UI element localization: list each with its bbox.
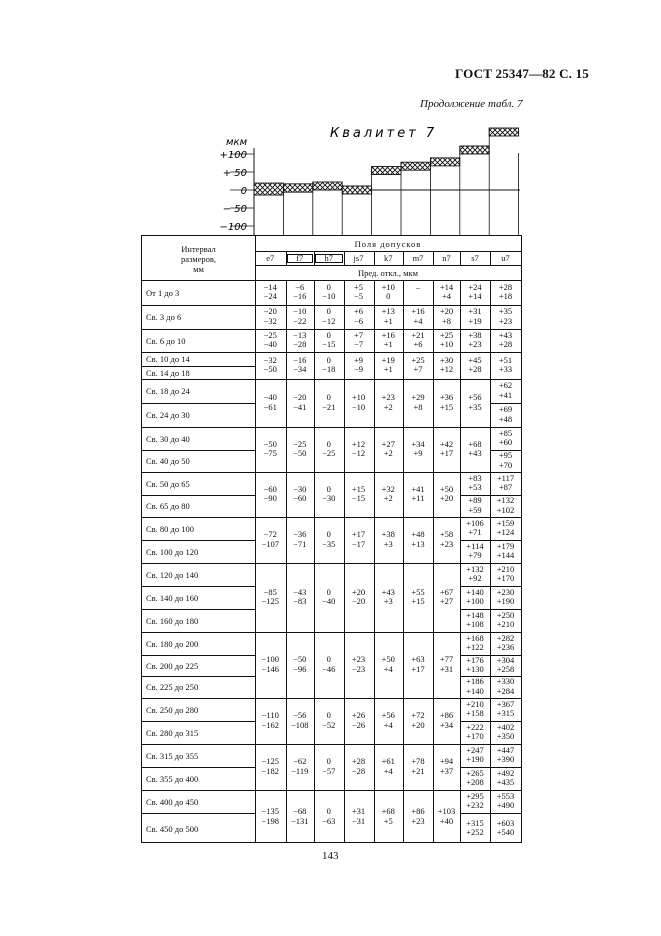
column-header-n7: n7 [442,253,451,263]
table-cell-js7: +9 −9 [353,354,364,374]
table-cell-e7: −110 −162 [261,710,280,730]
interval-label: Св. 3 до 6 [146,312,182,322]
interval-label: Св. 315 до 355 [146,750,199,761]
table-cell-m7: +16 +4 [411,306,425,326]
table-cell-js7: +23 −23 [351,654,366,674]
column-header-u7: u7 [501,253,510,263]
diagram-tick-label: 0 [240,186,247,197]
table-cell-m7: +34 +9 [411,438,425,458]
table-cell-n7: +14 +4 [439,281,454,301]
interval-label: Св. 450 до 500 [146,823,199,834]
interval-label: От 1 до 3 [146,287,180,298]
table-cell-f7: −43 −83 [293,586,307,606]
tolerance-zones-diagram [0,0,661,240]
row-divider [142,305,521,306]
table-cell-e7: −50 −75 [263,438,277,458]
table-cell-m7: +78 +21 [411,756,425,776]
tolerance-table [141,235,522,843]
row-divider [142,352,521,353]
interval-label: Св. 10 до 14 [146,354,190,364]
table-cell-s7: +89 +59 [468,495,482,515]
table-cell-u7: +117 +87 [496,472,515,492]
table-cell-s7: +132 +92 [466,563,484,583]
diagram-tick-label: − 50 [222,204,247,215]
table-cell-e7: −32 −50 [263,354,277,374]
interval-header: мм [193,264,204,274]
table-cell-n7: +58 +23 [439,529,454,549]
table-cell-u7: +282 +236 [496,632,515,652]
column-header-k7: k7 [384,253,393,263]
table-cell-m7: +29 +8 [411,392,425,412]
table-cell-u7: +28 +18 [498,281,513,301]
table-cell-e7: −125 −182 [261,756,280,776]
table-cell-e7: −40 −61 [263,392,277,412]
interval-label: Св. 250 до 280 [146,704,199,715]
tolerance-zone-s7 [460,146,489,154]
sub-row-divider [142,721,255,722]
table-cell-s7: +247 +190 [466,744,484,764]
table-cell-k7: +43 +3 [381,586,395,606]
table-cell-h7: 0 −63 [322,806,336,826]
table-cell-s7: +168 +122 [466,632,484,652]
sub-row-divider [142,586,255,587]
table-cell-js7: +26 −26 [351,710,366,730]
table-cell-k7: +27 +2 [381,438,395,458]
diagram-unit: мкм [226,137,248,148]
table-cell-h7: 0 −15 [322,329,336,349]
fields-header: Поля допусков [354,239,422,249]
table-cell-f7: −16 −34 [293,354,307,374]
table-cell-e7: −60 −90 [263,483,277,503]
table-cell-s7: +315 +252 [466,817,484,837]
tolerance-zone-n7 [430,158,459,166]
table-cell-s7: +265 +208 [466,767,484,787]
column-header-js7: js7 [353,253,364,263]
header-divider [255,251,521,252]
table-cell-n7: +103 +40 [437,806,456,826]
table-cell-m7: +63 +17 [411,654,425,674]
tolerance-zone-h7 [313,182,342,190]
table-cell-f7: −13 −28 [293,329,307,349]
table-cell-u7: +447 +390 [496,744,515,764]
table-cell-n7: +94 +37 [439,756,454,776]
interval-label: Св. 50 до 65 [146,478,190,489]
column-header-m7: m7 [412,253,424,263]
interval-header: размеров, [180,254,217,264]
table-cell-e7: −72 −107 [261,529,280,549]
interval-label: Св. 100 до 120 [146,546,199,557]
table-cell-s7: +148 +108 [466,609,484,629]
table-cell-js7: +12 −12 [351,438,366,458]
table-cell-k7: +10 0 [381,281,395,301]
sub-row-divider [142,540,255,541]
table-cell-f7: −20 −41 [293,392,307,412]
diagram-tick-label: −100 [219,222,247,233]
table-cell-u7: +95 +70 [498,450,513,470]
interval-label: Св. 355 до 400 [146,773,199,784]
table-cell-h7: 0 −30 [322,483,336,503]
header-divider [142,280,521,281]
diagram-tick-label: + 50 [222,168,247,179]
sub-row-divider [490,813,522,814]
table-cell-u7: +492 +435 [496,767,515,787]
table-cell-f7: −50 −96 [293,654,307,674]
table-cell-h7: 0 −10 [322,281,336,301]
table-cell-js7: +31 −31 [351,806,366,826]
table-cell-u7: +330 +284 [496,676,515,696]
interval-label: Св. 80 до 100 [146,523,195,534]
table-cell-u7: +85 +60 [498,427,513,447]
table-cell-s7: +295 +232 [466,790,484,810]
table-cell-n7: +42 +17 [439,438,454,458]
table-cell-u7: +210 +170 [496,563,515,583]
sub-row-divider [142,609,255,610]
table-cell-f7: −56 −108 [290,710,309,730]
table-cell-f7: −6 −16 [293,281,307,301]
interval-label: Св. 200 до 225 [146,660,199,671]
diagram-title: Квалитет 7 [330,126,438,141]
interval-label: Св. 120 до 140 [146,569,199,580]
deviations-header: Пред. откл., мкм [357,268,419,278]
interval-label: Св. 225 до 250 [146,682,199,692]
table-cell-s7: +186 +140 [466,676,484,696]
header-divider [255,265,521,266]
interval-label: Св. 30 до 40 [146,433,190,444]
sub-row-divider [142,767,255,768]
table-cell-e7: −25 −40 [263,329,277,349]
table-cell-u7: +230 +190 [496,586,515,606]
table-cell-k7: +32 +2 [381,483,395,503]
sub-row-divider [142,813,255,814]
table-cell-n7: +30 +12 [439,354,454,374]
table-cell-f7: −68 −131 [290,806,309,826]
table-cell-k7: +56 +4 [381,710,395,730]
column-header-h7: h7 [314,253,344,264]
column-header-s7: s7 [471,253,479,263]
table-cell-u7: +603 +540 [496,817,515,837]
tolerance-zone-k7 [372,167,401,175]
table-cell-u7: +35 +23 [498,306,513,326]
table-cell-m7: +25 +7 [411,354,425,374]
table-cell-u7: +250 +210 [496,609,515,629]
table-cell-n7: +86 +34 [439,710,454,730]
interval-label: Св. 40 до 50 [146,456,190,466]
table-cell-h7: 0 −57 [322,756,336,776]
table-cell-js7: +20 −20 [351,586,366,606]
interval-label: Св. 180 до 200 [146,638,199,649]
table-cell-k7: +23 +2 [381,392,395,412]
table-cell-s7: +83 +53 [468,472,482,492]
table-cell-k7: +61 +4 [381,756,395,776]
table-cell-u7: +69 +48 [498,404,513,424]
table-cell-e7: −85 −125 [261,586,280,606]
table-cell-n7: +36 +15 [439,392,454,412]
table-cell-f7: −10 −22 [293,306,307,326]
table-cell-k7: +19 +1 [381,354,395,374]
table-cell-s7: +31 +19 [468,306,482,326]
interval-label: Св. 160 до 180 [146,615,199,626]
table-cell-h7: 0 −52 [322,710,336,730]
table-cell-m7: +48 +13 [411,529,425,549]
table-cell-s7: +56 +35 [468,392,482,412]
table-cell-m7: +86 +23 [411,806,425,826]
table-cell-s7: +176 +130 [466,654,484,674]
tolerance-zone-e7 [254,183,283,195]
table-cell-js7: +7 −7 [353,329,364,349]
table-cell-u7: +179 +144 [496,540,515,560]
table-cell-m7: – [415,281,421,292]
table-cell-k7: +13 +1 [381,306,395,326]
row-divider [142,427,521,428]
table-cell-f7: −30 −60 [293,483,307,503]
page-header: ГОСТ 25347—82 С. 15 [455,66,589,81]
table-cell-f7: −36 −71 [293,529,307,549]
table-cell-s7: +140 +100 [466,586,484,606]
table-cell-k7: +16 +1 [381,329,395,349]
diagram-tick-label: +100 [219,150,247,161]
continuation-caption: Продолжение табл. 7 [420,98,523,110]
table-cell-s7: +24 +14 [468,281,482,301]
table-cell-s7: +68 +43 [468,438,482,458]
table-cell-h7: 0 −40 [322,586,336,606]
table-cell-n7: +20 +8 [439,306,454,326]
table-cell-k7: +38 +3 [381,529,395,549]
sub-row-divider [142,495,255,496]
table-cell-n7: +67 +27 [439,586,454,606]
table-cell-s7: +222 +170 [466,721,484,741]
table-cell-u7: +159 +124 [496,517,515,537]
tolerance-zone-m7 [401,162,430,170]
table-cell-u7: +402 +350 [496,721,515,741]
table-cell-e7: −100 −146 [261,654,280,674]
table-cell-n7: +50 +20 [439,483,454,503]
table-cell-js7: +10 −10 [351,392,366,412]
table-cell-h7: 0 −35 [322,529,336,549]
interval-label: Св. 18 до 24 [146,386,190,396]
table-cell-h7: 0 −12 [322,306,336,326]
table-cell-k7: +50 +4 [381,654,395,674]
table-cell-js7: +6 −6 [353,306,364,326]
table-cell-js7: +28 −28 [351,756,366,776]
table-cell-h7: 0 −25 [322,438,336,458]
table-cell-m7: +21 +6 [411,329,425,349]
table-cell-js7: +17 −17 [351,529,366,549]
column-header-e7: e7 [266,253,275,263]
table-cell-h7: 0 −46 [322,654,336,674]
table-cell-h7: 0 −21 [322,392,336,412]
interval-header: Интервал [181,244,216,254]
table-cell-js7: +5 −5 [353,281,364,301]
table-cell-n7: +77 +31 [439,654,454,674]
table-cell-u7: +304 +258 [496,654,515,674]
table-cell-e7: −20 −32 [263,306,277,326]
table-cell-m7: +72 +20 [411,710,425,730]
interval-label: Св. 24 до 30 [146,410,190,420]
table-cell-s7: +114 +79 [466,540,484,560]
table-cell-h7: 0 −18 [322,354,336,374]
tolerance-zone-f7 [283,184,312,192]
row-divider [142,379,521,380]
table-cell-m7: +55 +15 [411,586,425,606]
table-cell-s7: +45 +28 [468,354,482,374]
sub-row-divider [460,813,490,814]
interval-label: Св. 280 до 315 [146,727,199,738]
interval-label: Св. 140 до 160 [146,592,199,603]
column-header-f7: f7 [286,253,315,264]
table-cell-e7: −135 −198 [261,806,280,826]
table-cell-s7: +106 +71 [466,517,484,537]
table-cell-f7: −25 −50 [293,438,307,458]
page-number: 143 [322,850,339,862]
table-cell-u7: +62 +41 [498,380,513,400]
sub-row-divider [142,655,255,656]
interval-label: Св. 400 до 450 [146,796,199,807]
tolerance-zone-js7 [342,186,371,194]
table-cell-u7: +367 +315 [496,698,515,718]
sub-row-divider [142,676,255,677]
interval-label: Св. 6 до 10 [146,335,186,346]
table-cell-e7: −14 −24 [263,281,277,301]
table-cell-u7: +132 +102 [496,495,515,515]
table-cell-u7: +51 +33 [498,354,513,374]
tolerance-zone-u7 [489,128,518,136]
sub-row-divider [142,450,255,451]
interval-label: Св. 14 до 18 [146,367,190,378]
table-cell-u7: +43 +28 [498,329,513,349]
sub-row-divider [142,403,255,404]
interval-label: Св. 65 до 80 [146,501,190,511]
table-cell-u7: +553 +490 [496,790,515,810]
table-cell-s7: +210 +158 [466,698,484,718]
table-cell-k7: +68 +5 [381,806,395,826]
table-cell-s7: +38 +23 [468,329,482,349]
table-cell-js7: +15 −15 [351,483,366,503]
table-cell-n7: +25 +10 [439,329,454,349]
table-cell-f7: −62 −119 [291,756,309,776]
table-cell-m7: +41 +11 [411,483,425,503]
